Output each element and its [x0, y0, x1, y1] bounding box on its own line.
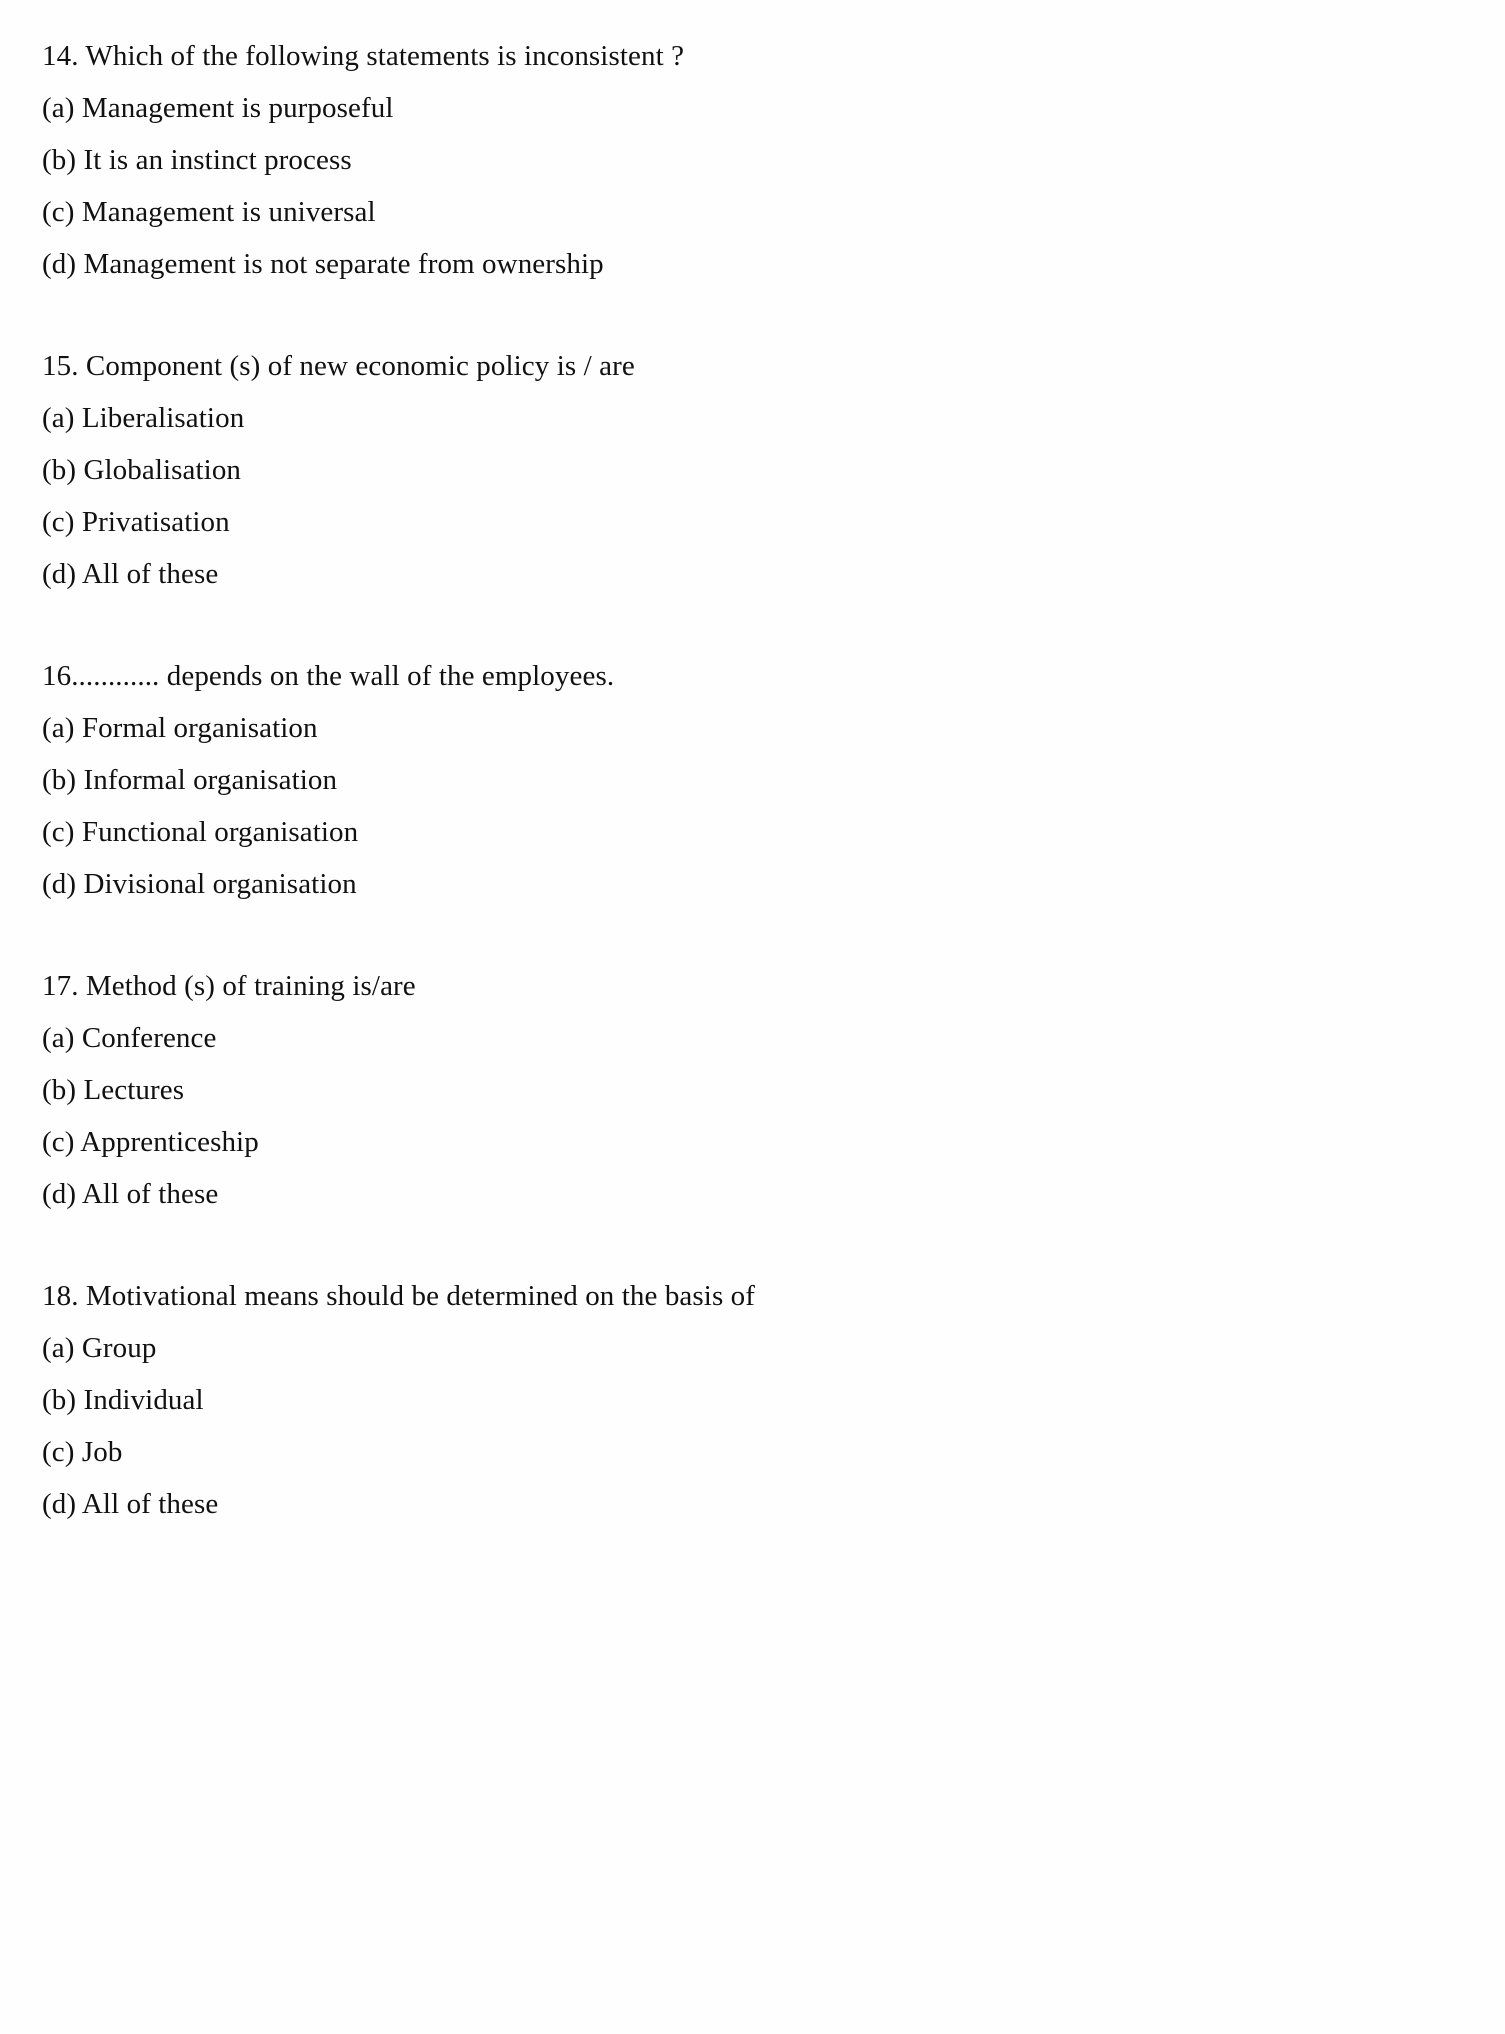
question-block [42, 30, 1465, 290]
question-block [42, 650, 1465, 910]
option-b[interactable]: (b) Individual [42, 1384, 204, 1416]
option-c[interactable]: (c) Functional organisation [42, 816, 359, 848]
option-d[interactable]: (d) All of these [42, 1178, 219, 1210]
option-a[interactable]: (a) Management is purposeful [42, 92, 394, 124]
question-list [42, 30, 1465, 1530]
question-text: 16............ depends on the wall of the employees. [42, 660, 615, 692]
question-text: 17. Method (s) of training is/are [42, 970, 416, 1002]
option-c[interactable]: (c) Management is universal [42, 196, 376, 228]
option-b[interactable]: (b) Globalisation [42, 454, 242, 486]
option-c[interactable]: (c) Apprenticeship [42, 1126, 259, 1158]
question-text: 15. Component (s) of new economic policy is / are [42, 350, 635, 382]
question-block [42, 340, 1465, 600]
option-b[interactable]: (b) Informal organisation [42, 764, 338, 796]
option-b[interactable]: (b) Lectures [42, 1074, 185, 1106]
option-d[interactable]: (d) Divisional organisation [42, 868, 357, 900]
option-d[interactable]: (d) Management is not separate from ownership [42, 248, 604, 280]
option-c[interactable]: (c) Job [42, 1436, 123, 1468]
question-text: 14. Which of the following statements is inconsistent ? [42, 40, 685, 72]
option-a[interactable]: (a) Conference [42, 1022, 217, 1054]
option-a[interactable]: (a) Liberalisation [42, 402, 245, 434]
option-d[interactable]: (d) All of these [42, 1488, 219, 1520]
question-block [42, 960, 1465, 1220]
question-block [42, 1270, 1465, 1530]
option-d[interactable]: (d) All of these [42, 558, 219, 590]
option-a[interactable]: (a) Formal organisation [42, 712, 318, 744]
option-a[interactable]: (a) Group [42, 1332, 157, 1364]
option-c[interactable]: (c) Privatisation [42, 506, 230, 538]
option-b[interactable]: (b) It is an instinct process [42, 144, 352, 176]
question-text: 18. Motivational means should be determined on the basis of [42, 1280, 756, 1312]
